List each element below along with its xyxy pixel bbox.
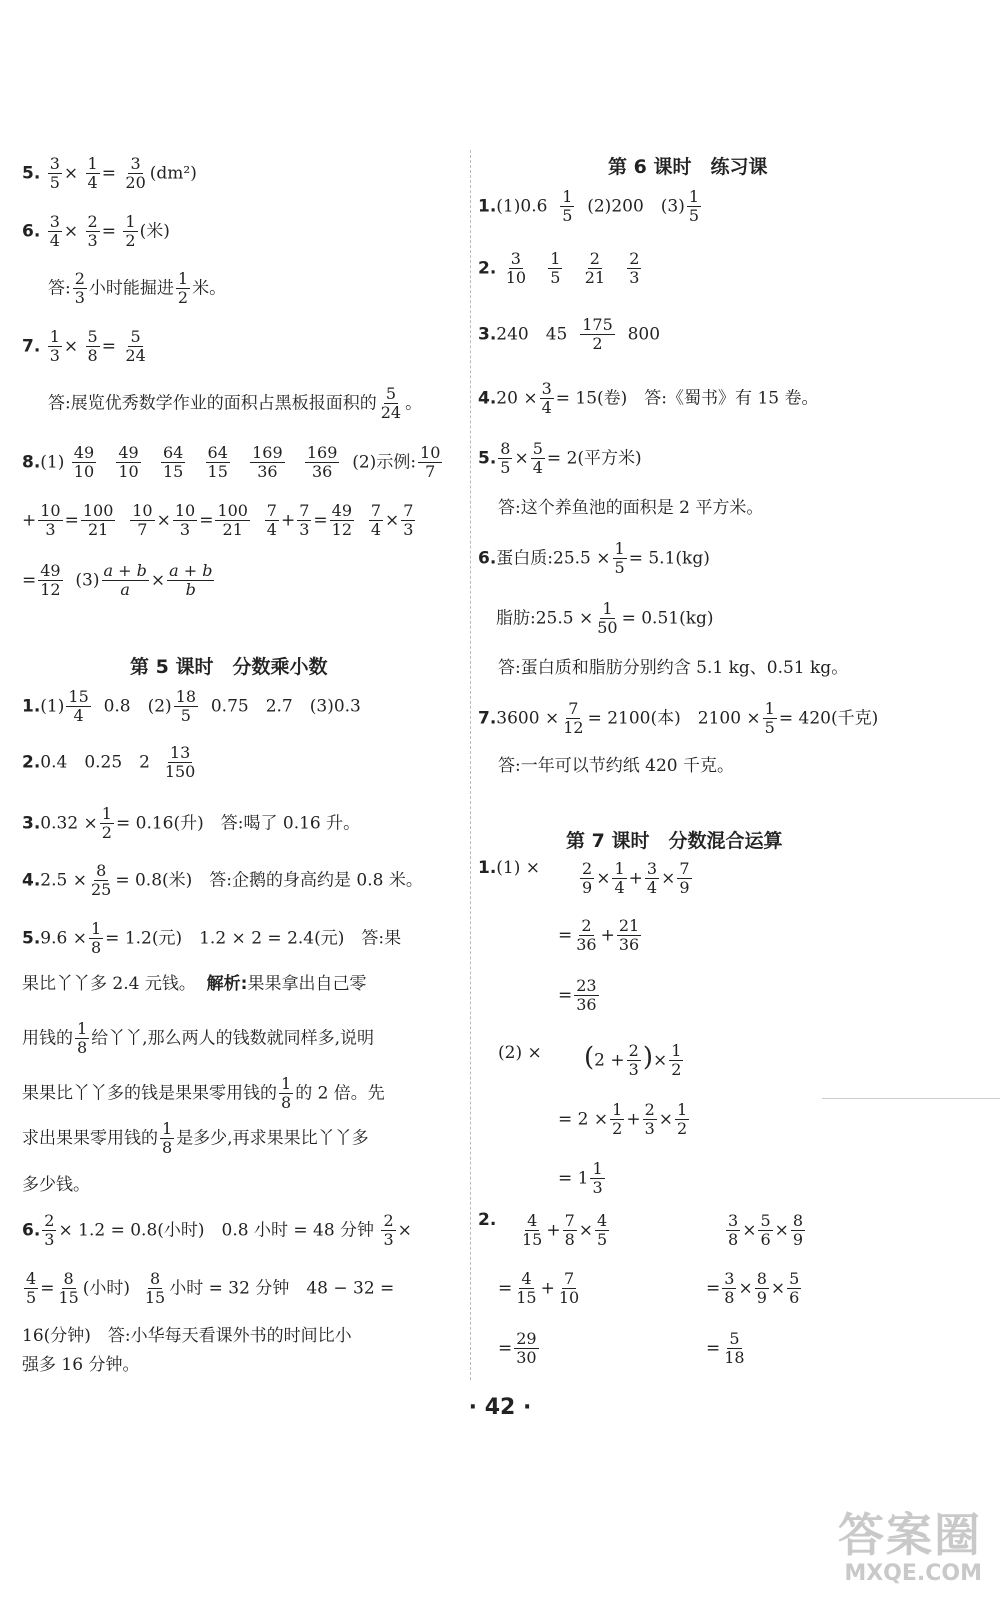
watermark-site-text: MXQE.COM	[844, 1561, 982, 1586]
lesson6-answer-6-line2: 脂肪:25.5 × $\frac{1}{50}$ = 0.51(kg)	[496, 599, 714, 638]
lesson7-answer-2-right-result: = $\frac{5}{18}$	[706, 1329, 745, 1368]
lesson7-answer-1-expr: $\frac{2}{9}$ × $\frac{1}{4}$ + $\frac{3}{4}$ × $\frac{7}{9}$	[582, 859, 690, 898]
lesson7-answer-1-step2: = $\frac{2}{36}$ + $\frac{21}{36}$	[558, 916, 640, 955]
lesson5-answer-4: 4.2.5 × $\frac{8}{25}$ = 0.8(米) 答:企鹅的身高约是 0.8 米。	[22, 861, 423, 900]
lesson5-answer-6-line4: 强多 16 分钟。	[22, 1355, 140, 1375]
lesson6-answer-7: 7.3600 × $\frac{7}{12}$ = 2100(本) 2100 × $\frac{1}{5}$ = 420(千克)	[478, 699, 879, 738]
lesson7-answer-2-right-expr: $\frac{3}{8}$ × $\frac{5}{6}$ × $\frac{8}{9}$	[728, 1211, 804, 1250]
lesson7-answer-1-part2-step2: = 2 × $\frac{1}{2}$ + $\frac{2}{3}$ × $\frac{1}{2}$	[558, 1100, 688, 1139]
lesson7-answer-2-right-step2: = $\frac{3}{8}$ × $\frac{8}{9}$ × $\frac{5}{6}$	[706, 1269, 800, 1308]
lesson5-answer-5-line3: 用钱的 $\frac{1}{8}$ 给丫丫,那么两人的钱数就同样多,说明	[22, 1019, 374, 1058]
fraction: $\frac{3}{5}$	[49, 154, 60, 193]
lesson7-answer-1-part2: (2) ×	[498, 1043, 542, 1063]
page-number: · 42 ·	[468, 1395, 532, 1420]
lesson6-answer-1: 1.(1)0.6 $\frac{1}{5}$ (2)200 (3) $\frac{1}{5}$	[478, 187, 700, 226]
answer-7: 7. $\frac{1}{3}$ × $\frac{5}{8}$ = $\frac{5}{24}$	[22, 327, 146, 366]
lesson5-answer-5: 5.9.6 × $\frac{1}{8}$ = 1.2(元) 1.2 × 2 = 2.4(元) 答:果	[22, 919, 402, 958]
lesson6-answer-3: 3.240 45 $\frac{175}{2}$ 800	[478, 315, 661, 354]
answer-7-statement: 答:展览优秀数学作业的面积占黑板报面积的 $\frac{5}{24}$ 。	[48, 384, 423, 423]
question-number: 5.	[22, 163, 41, 184]
lesson6-answer-6-statement: 答:蛋白质和脂肪分别约含 5.1 kg、0.51 kg。	[498, 658, 849, 678]
lesson5-answer-2: 2.0.4 0.25 2 $\frac{13}{150}$	[22, 743, 196, 782]
lesson7-answer-1-part2-expr: (2 + $\frac{2}{3}$ )× $\frac{1}{2}$	[584, 1041, 682, 1080]
fraction: $\frac{1}{4}$	[87, 154, 98, 193]
lesson6-answer-5-statement: 答:这个养鱼池的面积是 2 平方米。	[498, 498, 764, 518]
lesson5-answer-1: 1.(1) $\frac{15}{4}$ 0.8 (2) $\frac{18}{5}$ 0.75 2.7 (3)0.3	[22, 687, 361, 726]
section-heading-lesson-5: 第 5 课时 分数乘小数	[130, 656, 328, 678]
answer-8-line3: = $\frac{49}{12}$ (3) $\frac{a + b}{a}$ × $\frac{a + b}{b}$	[22, 561, 213, 600]
margin-rule	[822, 1098, 1000, 1099]
answer-8: 8.(1) $\frac{49}{10}$ $\frac{49}{10}$ $\frac{64}{15}$ $\frac{64}{15}$ $\frac{169}{36}$ $\frac{169}{36}$ (2)示例: $\frac{10}{7}$	[22, 443, 441, 482]
lesson6-answer-5: 5. $\frac{8}{5}$ × $\frac{5}{4}$ = 2(平方米)	[478, 439, 642, 478]
lesson6-answer-4: 4.20 × $\frac{3}{4}$ = 15(卷) 答:《蜀书》有 15 卷。	[478, 379, 819, 418]
fraction: $\frac{1}{2}$	[125, 212, 136, 251]
lesson7-answer-2-left-result: = $\frac{29}{30}$	[498, 1329, 537, 1368]
answer-5: 5. $\frac{3}{5}$ × $\frac{1}{4}$ = $\frac{3}{20}$ (dm²)	[22, 154, 197, 193]
lesson7-answer-2-left-expr: $\frac{4}{15}$ + $\frac{7}{8}$ × $\frac{4}{5}$	[522, 1211, 608, 1250]
lesson6-answer-6: 6.蛋白质:25.5 × $\frac{1}{5}$ = 5.1(kg)	[478, 539, 710, 578]
watermark-logo	[838, 1499, 982, 1586]
lesson5-answer-5-line4: 果果比丫丫多的钱是果果零用钱的 $\frac{1}{8}$ 的 2 倍。先	[22, 1074, 385, 1113]
fraction: $\frac{2}{3}$	[87, 212, 98, 251]
lesson7-answer-1-step3: = $\frac{23}{36}$	[558, 976, 597, 1015]
lesson6-answer-2: 2. $\frac{3}{10}$ $\frac{1}{5}$ $\frac{2}{21}$ $\frac{2}{3}$	[478, 249, 640, 288]
lesson5-answer-3: 3.0.32 × $\frac{1}{2}$ = 0.16(升) 答:喝了 0.16 升。	[22, 804, 361, 843]
fraction: $\frac{3}{20}$	[125, 154, 146, 193]
lesson7-answer-1-part2-result: = 1 $\frac{1}{3}$	[558, 1159, 603, 1198]
section-heading-lesson-6: 第 6 课时 练习课	[608, 156, 768, 178]
answer-6: 6. $\frac{3}{4}$ × $\frac{2}{3}$ = $\frac{1}{2}$ (米)	[22, 212, 170, 251]
lesson5-answer-5-line6: 多少钱。	[22, 1175, 90, 1195]
column-divider	[470, 150, 471, 1380]
lesson5-answer-6-line3: 16(分钟) 答:小华每天看课外书的时间比小	[22, 1326, 352, 1346]
fraction: $\frac{3}{4}$	[49, 212, 60, 251]
section-heading-lesson-7: 第 7 课时 分数混合运算	[566, 830, 783, 852]
lesson7-answer-1: 1.(1) ×	[478, 858, 541, 878]
answer-8-line2: + $\frac{10}{3}$ = $\frac{100}{21}$ $\frac{10}{7}$ × $\frac{10}{3}$ = $\frac{100}{21}$ $\frac{7}{4}$ + $\frac{7}{3}$ = $\frac{49}{12}$ $\frac{7}{4}$ × $\frac{7}{3}$	[22, 501, 414, 540]
lesson7-answer-2-left-step2: = $\frac{4}{15}$ + $\frac{7}{10}$	[498, 1269, 580, 1308]
lesson5-answer-5-line2: 果比丫丫多 2.4 元钱。 解析:果果拿出自己零	[22, 974, 367, 994]
lesson5-answer-6: 6. $\frac{2}{3}$ × 1.2 = 0.8(小时) 0.8 小时 = 48 分钟 $\frac{2}{3}$ ×	[22, 1211, 412, 1250]
lesson5-answer-5-line5: 求出果果零用钱的 $\frac{1}{8}$ 是多少,再求果果比丫丫多	[22, 1119, 369, 1158]
watermark-logo-text: 答案圈	[838, 1508, 982, 1562]
lesson6-answer-7-statement: 答:一年可以节约纸 420 千克。	[498, 756, 734, 776]
answer-6-statement: 答: $\frac{2}{3}$ 小时能掘进 $\frac{1}{2}$ 米。	[48, 269, 227, 308]
lesson5-answer-6-line2: $\frac{4}{5}$ = $\frac{8}{15}$ (小时) $\frac{8}{15}$ 小时 = 32 分钟 48 − 32 =	[26, 1269, 395, 1308]
lesson7-answer-2: 2.	[478, 1210, 497, 1230]
